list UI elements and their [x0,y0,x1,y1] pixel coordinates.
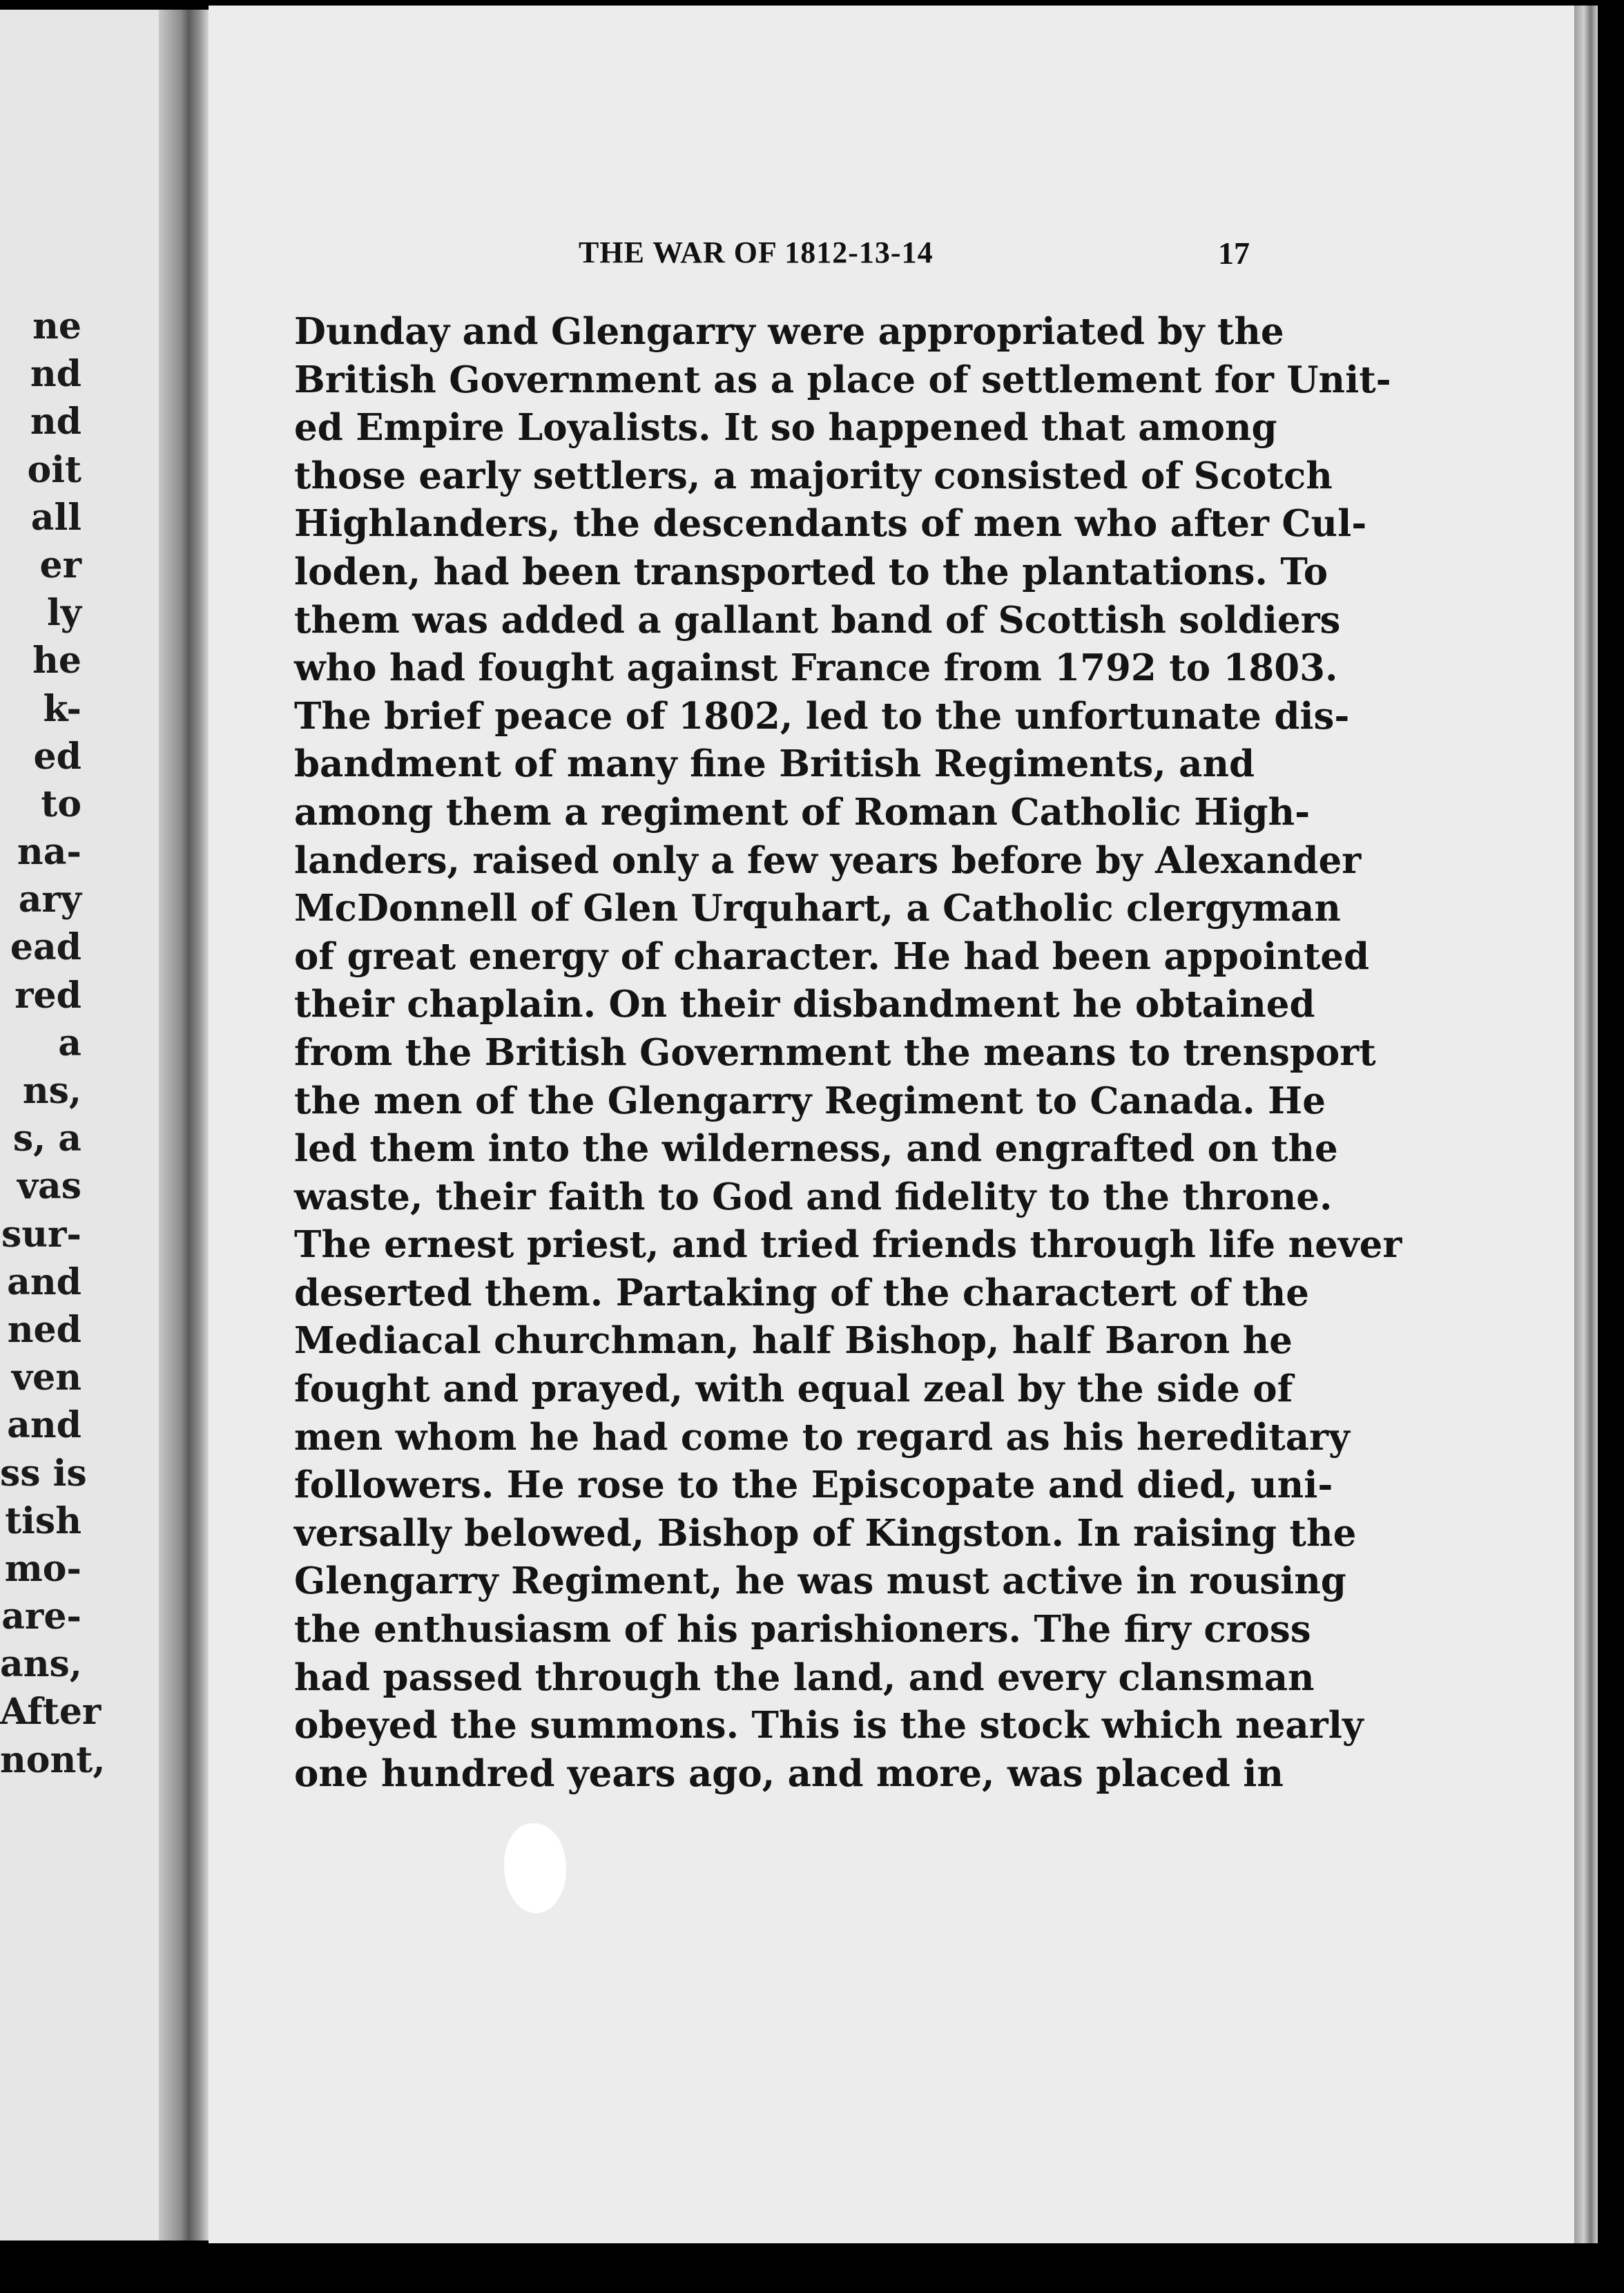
left-fragment: oit [27,448,81,491]
body-text [294,308,1402,1798]
left-fragment: ly [47,592,81,635]
text-line: followers. He rose to the Episcopate and died, uni- [294,1464,1333,1507]
left-fragment: sur- [1,1213,81,1256]
left-fragment: vas [17,1165,81,1208]
text-line: Glengarry Regiment, he was must active in rousing [294,1560,1346,1603]
left-fragment: ans, [0,1643,82,1686]
text-line: deserted them. Partaking of the charactert of the [294,1271,1309,1314]
paper-blot [504,1823,566,1913]
left-fragment: nd [30,353,81,396]
text-line: among them a regiment of Roman Catholic High- [294,790,1311,834]
running-head: THE WAR OF 1812-13-14 [579,236,934,269]
text-line: landers, raised only a few years before by Alexander [294,838,1362,882]
left-fragment: er [39,544,81,586]
left-fragment: red [14,974,81,1017]
left-fragment: mo- [4,1547,81,1590]
left-fragment: and [7,1404,81,1447]
text-line: The ernest priest, and tried friends through life never [294,1223,1402,1267]
text-line: the men of the Glengarry Regiment to Canada. He [294,1079,1326,1122]
text-line: versally belowed, Bishop of Kingston. In raising the [294,1511,1357,1555]
left-fragment: he [32,640,81,682]
text-line: Mediacal churchman, half Bishop, half Baron he [294,1319,1293,1363]
left-fragment: a [58,1021,81,1064]
left-fragment: ed [33,735,81,778]
page-edge [1574,6,1598,2243]
left-fragment: ead [10,926,81,969]
text-line: from the British Government the means to trensport [294,1030,1376,1074]
text-line: The brief peace of 1802, led to the unfortunate dis- [294,694,1350,738]
left-fragment: nont, [0,1738,106,1781]
left-fragment: ary [18,879,81,921]
text-line: one hundred years ago, and more, was placed in [294,1752,1284,1795]
left-fragment: s, a [12,1117,81,1160]
text-line: had passed through the land, and every clansman [294,1656,1315,1699]
left-fragment: ne [32,305,81,347]
left-fragment: all [30,496,81,539]
text-line: ed Empire Loyalists. It so happened that among [294,406,1277,450]
left-fragment: After [0,1691,102,1734]
left-fragment: and [7,1260,81,1303]
text-line: led them into the wilderness, and engrafted on the [294,1127,1338,1171]
text-line: the enthusiasm of his parishioners. The firy cross [294,1608,1311,1651]
text-line: men whom he had come to regard as his hereditary [294,1415,1350,1459]
text-line: Dunday and Glengarry were appropriated by the [294,310,1284,353]
left-fragment: ss is [0,1452,87,1495]
left-fragment: k- [43,687,81,730]
text-line: waste, their faith to God and fidelity to the throne. [294,1175,1333,1218]
text-line: their chaplain. On their disbandment he obtained [294,983,1315,1026]
left-fragment: nd [30,401,81,443]
text-line: obeyed the summons. This is the stock which nearly [294,1704,1364,1747]
left-fragment: to [41,783,81,825]
text-line: British Government as a place of settlement for Unit- [294,358,1391,401]
left-fragment: ven [11,1356,81,1399]
text-line: loden, had been transported to the plantations. To [294,550,1328,593]
text-line: them was added a gallant band of Scottish soldiers [294,598,1341,642]
left-fragment: are- [1,1595,81,1638]
left-fragment: tish [5,1499,81,1542]
left-page-text-fragments [0,303,106,1784]
text-line: bandment of many fine British Regiments, and [294,742,1255,786]
page-number: 17 [1218,236,1250,271]
text-line: fought and prayed, with equal zeal by the side of [294,1368,1293,1411]
left-fragment: ned [7,1308,81,1351]
left-fragment: ns, [22,1070,81,1112]
text-line: who had fought against France from 1792 to 1803. [294,646,1338,690]
book-gutter [159,10,209,2241]
left-fragment: na- [17,831,81,874]
text-line: those early settlers, a majority consisted of Scotch [294,454,1333,497]
text-line: of great energy of character. He had been appointed [294,934,1370,978]
text-line: Highlanders, the descendants of men who after Cul- [294,502,1367,546]
text-line: McDonnell of Glen Urquhart, a Catholic clergyman [294,887,1341,930]
